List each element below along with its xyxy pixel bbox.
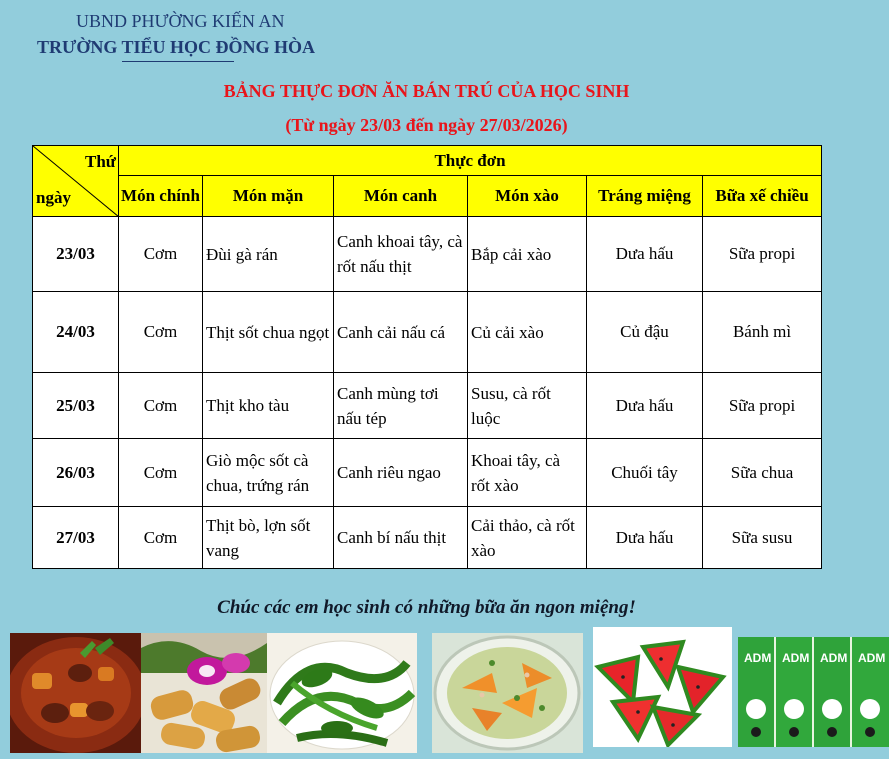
row-main: Cơm	[119, 292, 203, 373]
col-header-savory: Món mặn	[203, 176, 334, 217]
row-soup: Canh riêu ngao	[334, 439, 468, 507]
row-soup: Canh khoai tây, cà rốt nấu thịt	[334, 217, 468, 292]
milk-brand-label: ADM	[820, 651, 848, 665]
row-soup: Canh bí nấu thịt	[334, 507, 468, 569]
photo-braised-meat	[10, 633, 141, 753]
menu-date-range: (Từ ngày 23/03 đến ngày 27/03/2026)	[285, 115, 568, 135]
row-dessert: Dưa hấu	[587, 373, 703, 439]
col-header-dessert: Tráng miệng	[587, 176, 703, 217]
row-date: 24/03	[33, 292, 119, 373]
row-savory: Giò mộc sốt cà chua, trứng rán	[203, 439, 334, 507]
school-underline	[122, 61, 234, 62]
row-savory: Thịt bò, lợn sốt vang	[203, 507, 334, 569]
table-row	[33, 217, 822, 292]
row-date: 23/03	[33, 217, 119, 292]
row-savory: Thịt kho tàu	[203, 373, 334, 439]
table-row	[33, 507, 822, 569]
row-snack: Sữa propi	[703, 373, 822, 439]
row-soup: Canh mùng tơi nấu tép	[334, 373, 468, 439]
photo-pumpkin-soup	[432, 633, 583, 753]
milk-brand-label: ADM	[744, 651, 772, 665]
table-row	[33, 292, 822, 373]
col-header-stirfry: Món xào	[468, 176, 587, 217]
menu-table	[32, 145, 822, 569]
ward-name: UBND PHƯỜNG KIẾN AN	[76, 11, 285, 31]
row-savory: Đùi gà rán	[203, 217, 334, 292]
row-dessert: Dưa hấu	[587, 507, 703, 569]
menu-title: BẢNG THỰC ĐƠN ĂN BÁN TRÚ CỦA HỌC SINH	[223, 81, 630, 101]
row-main: Cơm	[119, 439, 203, 507]
menu-group-header: Thực đơn	[119, 146, 822, 176]
photo-stirfried-greens	[267, 633, 417, 753]
milk-brand-label: ADM	[782, 651, 810, 665]
milk-brand-label: ADM	[858, 651, 886, 665]
photo-milk-cartons	[738, 637, 889, 747]
row-snack: Sữa propi	[703, 217, 822, 292]
wish-message: Chúc các em học sinh có những bữa ăn ngon miệng!	[217, 597, 636, 618]
row-snack: Bánh mì	[703, 292, 822, 373]
school-name: TRƯỜNG TIỂU HỌC ĐỒNG HÒA	[37, 37, 316, 57]
col-header-main: Món chính	[119, 176, 203, 217]
row-date: 25/03	[33, 373, 119, 439]
row-soup: Canh cải nấu cá	[334, 292, 468, 373]
row-dessert: Chuối tây	[587, 439, 703, 507]
row-date: 27/03	[33, 507, 119, 569]
corner-date-label: ngày	[36, 188, 71, 207]
row-main: Cơm	[119, 217, 203, 292]
col-header-soup: Món canh	[334, 176, 468, 217]
row-main: Cơm	[119, 507, 203, 569]
row-main: Cơm	[119, 373, 203, 439]
row-snack: Sữa chua	[703, 439, 822, 507]
corner-weekday-label: Thứ	[85, 152, 116, 171]
row-dessert: Củ đậu	[587, 292, 703, 373]
row-dessert: Dưa hấu	[587, 217, 703, 292]
photo-watermelon	[593, 627, 732, 747]
row-savory: Thịt sốt chua ngọt	[203, 292, 334, 373]
row-date: 26/03	[33, 439, 119, 507]
row-stirfry: Bắp cải xào	[468, 217, 587, 292]
table-row	[33, 373, 822, 439]
row-stirfry: Cải thảo, cà rốt xào	[468, 507, 587, 569]
row-stirfry: Củ cải xào	[468, 292, 587, 373]
photo-fried-chicken	[141, 633, 267, 753]
row-snack: Sữa susu	[703, 507, 822, 569]
corner-cell	[33, 146, 119, 217]
row-stirfry: Khoai tây, cà rốt xào	[468, 439, 587, 507]
col-header-snack: Bữa xế chiều	[703, 176, 822, 217]
table-row	[33, 439, 822, 507]
row-stirfry: Susu, cà rốt luộc	[468, 373, 587, 439]
